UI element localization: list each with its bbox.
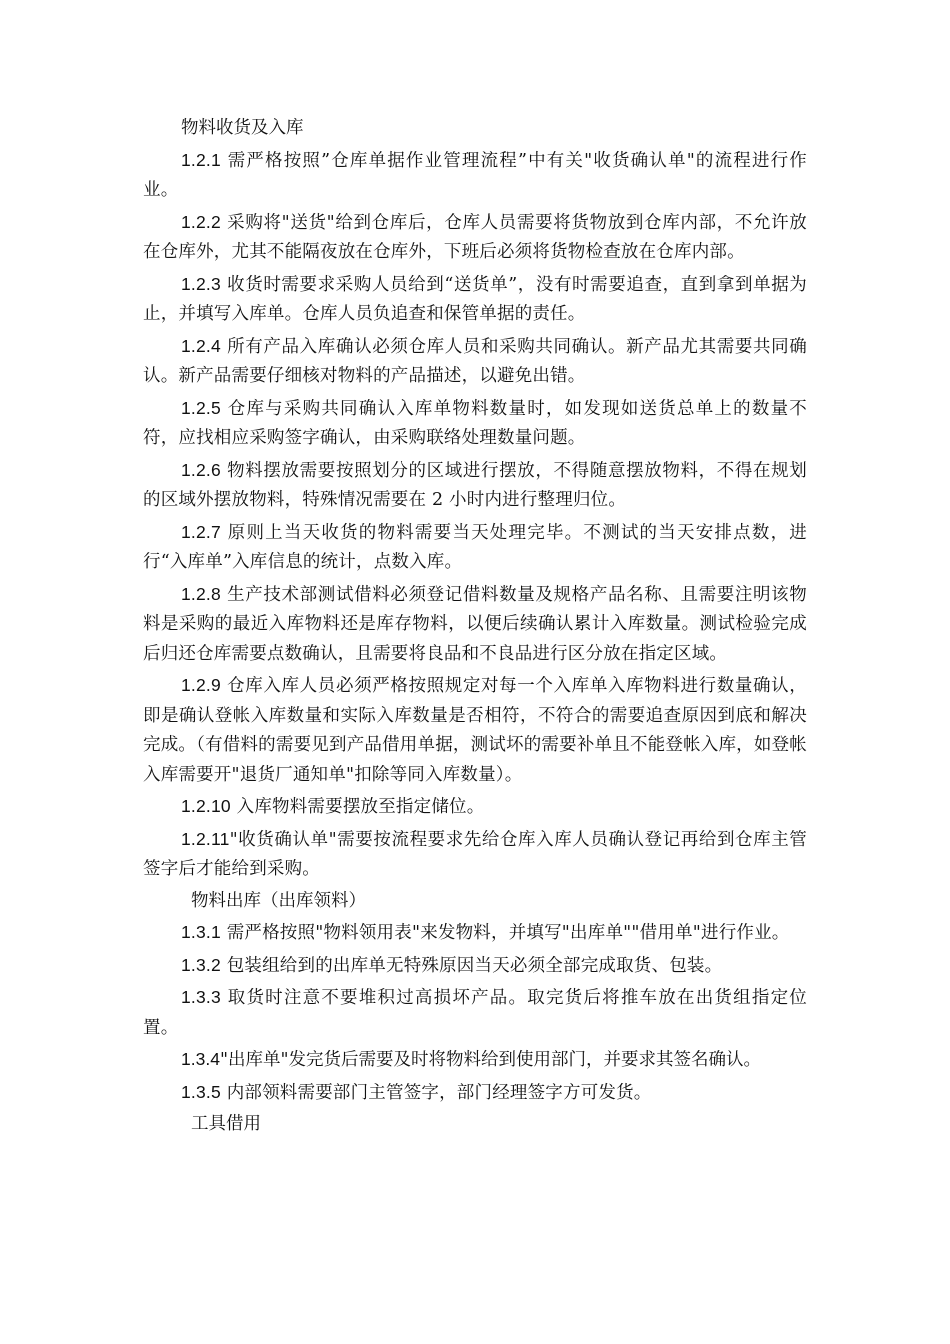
clause-1-3-5 <box>143 1078 807 1109</box>
clause-number: 1.2.9 <box>181 675 221 695</box>
clause-number: 1.2.11 <box>181 828 230 849</box>
section-heading: 工具借用 <box>191 1114 261 1134</box>
clause-1-2-7 <box>143 518 807 578</box>
clause-number: 1.2.2 <box>181 211 221 232</box>
clause-text: 原则上当天收货的物料需要当天处理完毕。不测试的当天安排点数，进行“入库单”入库信息的统计，点数入库。 <box>143 522 808 572</box>
clause-text: 收货时需要求采购人员给到“送货单”，没有时需要追查，直到拿到单据为止，并填写入库单。仓库人员负追查和保管单据的责任。 <box>143 274 807 324</box>
clause-text: 采购将"送货"给到仓库后，仓库人员需要将货物放到仓库内部，不允许放在仓库外，尤其不能隔夜放在仓库外，下班后必须将货物检查放在仓库内部。 <box>143 212 808 262</box>
clause-text: 需严格按照”仓库单据作业管理流程”中有关"收货确认单"的流程进行作业。 <box>143 150 808 200</box>
clause-1-2-6 <box>143 456 807 516</box>
clause-number: 1.3.4 <box>181 1049 220 1069</box>
clause-text: 所有产品入库确认必须仓库人员和采购共同确认。新产品尤其需要共同确认。新产品需要仔细核对物料的产品描述，以避免出错。 <box>143 336 807 386</box>
clause-text: "收货确认单"需要按流程要求先给仓库入库人员确认登记再给到仓库主管签字后才能给到采购。 <box>143 829 807 879</box>
clause-text: 入库物料需要摆放至指定储位。 <box>236 797 485 817</box>
clause-1-2-11 <box>143 825 807 885</box>
clause-number: 1.3.1 <box>181 922 221 942</box>
clause-number: 1.3.5 <box>181 1081 221 1102</box>
clause-1-2-9 <box>143 671 807 790</box>
clause-text: 内部领料需要部门主管签字，部门经理签字方可发货。 <box>226 1082 652 1103</box>
clause-number: 1.2.10 <box>181 796 231 816</box>
clause-text: 生产技术部测试借料必须登记借料数量及规格产品名称、且需要注明该物料是采购的最近入库物料还是库存物料，以便后续确认累计入库数量。测试检验完成后归还仓库需要点数确认，且需要将良品和不良品进行区分放在指定区域。 <box>143 584 807 664</box>
clause-1-2-2 <box>143 208 807 268</box>
clause-text: "出库单"发完货后需要及时将物料给到使用部门，并要求其签名确认。 <box>219 1050 762 1070</box>
clause-1-2-3 <box>143 270 807 330</box>
clause-1-2-5 <box>143 394 807 454</box>
clause-number: 1.2.1 <box>181 149 221 170</box>
clause-1-3-1 <box>143 918 807 949</box>
clause-number: 1.2.5 <box>181 397 221 418</box>
section-heading: 物料收货及入库 <box>181 118 304 138</box>
clause-number: 1.2.7 <box>181 521 221 542</box>
clause-number: 1.3.2 <box>181 954 221 975</box>
clause-1-2-8 <box>143 580 807 670</box>
clause-number: 1.2.4 <box>181 335 221 356</box>
clause-text: 物料摆放需要按照划分的区域进行摆放，不得随意摆放物料，不得在规划的区域外摆放物料，特殊情况需要在 2 小时内进行整理归位。 <box>143 460 807 510</box>
clause-text: 包装组给到的出库单无特殊原因当天必须全部完成取货、包装。 <box>226 955 723 976</box>
clause-text: 仓库与采购共同确认入库单物料数量时，如发现如送货总单上的数量不符，应找相应采购签字确认，由采购联络处理数量问题。 <box>143 398 808 448</box>
clause-1-3-2 <box>143 951 807 982</box>
clause-text: 仓库入库人员必须严格按照规定对每一个入库单入库物料进行数量确认，即是确认登帐入库数量和实际入库数量是否相符，不符合的需要追查原因到底和解决完成。（有借料的需要见到产品借用单据，测试坏的需要补单且不能登帐入库，如登帐入库需要开"退货厂通知单"扣除等同入库数量）。 <box>143 676 807 785</box>
section-heading: 物料出库（出库领料） <box>191 890 366 911</box>
document-body <box>143 114 807 1142</box>
clause-number: 1.2.3 <box>181 273 221 294</box>
clause-text: 需严格按照"物料领用表"来发物料，并填写"出库单""借用单"进行作业。 <box>226 923 790 943</box>
clause-text: 取货时注意不要堆积过高损坏产品。取完货后将推车放在出货组指定位置。 <box>143 988 808 1038</box>
clause-number: 1.2.8 <box>181 583 221 604</box>
clause-1-2-4 <box>143 332 807 392</box>
clause-1-3-3 <box>143 983 807 1043</box>
clause-1-2-1 <box>143 146 807 206</box>
clause-1-3-4 <box>143 1045 807 1076</box>
clause-1-2-10 <box>143 792 807 823</box>
clause-number: 1.3.3 <box>181 987 221 1007</box>
clause-number: 1.2.6 <box>181 459 221 480</box>
